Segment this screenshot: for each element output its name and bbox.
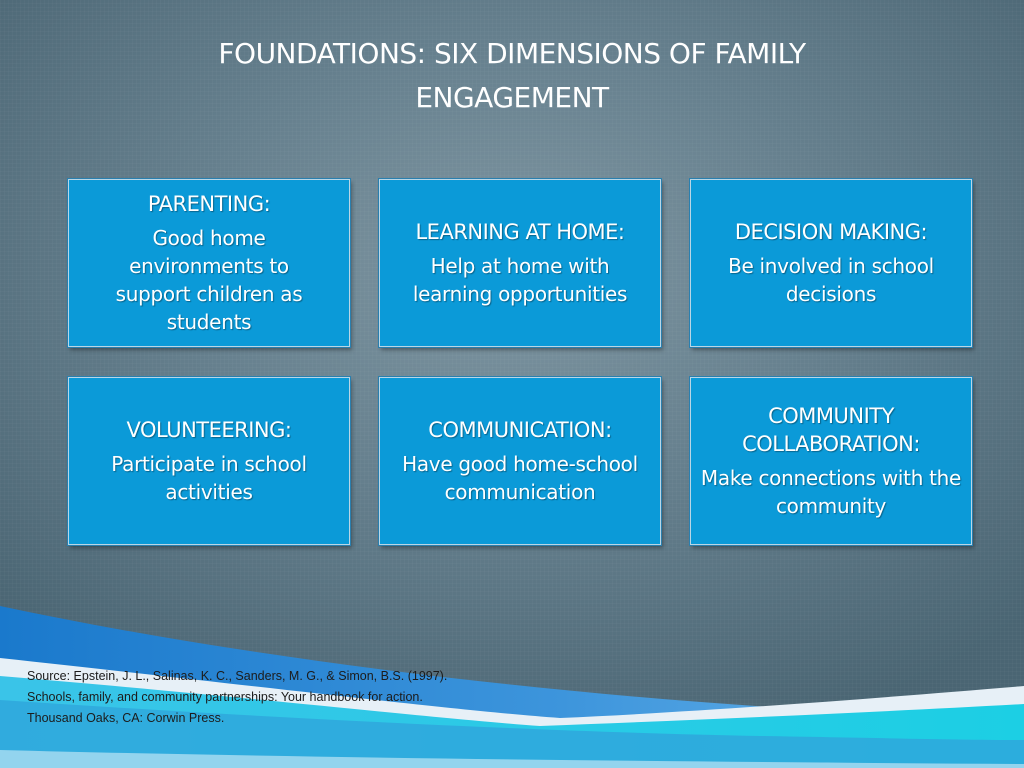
citation-line: Source: Epstein, J. L., Salinas, K. C., Sanders, M. G., & Simon, B.S. (1997). [27,669,448,683]
card-community-collaboration [690,377,972,545]
card-heading: VOLUNTEERING: [126,418,292,442]
card-heading: DECISION MAKING: [734,220,928,244]
card-heading: COMMUNICATION: [428,418,612,442]
card-body: Good home environments to support children as students [115,226,303,334]
card-body: Make connections with the community [700,466,962,518]
card-body: Participate in school activities [111,452,307,504]
slide-title: FOUNDATIONS: SIX DIMENSIONS OF FAMILY ENGAGEMENT [218,37,806,114]
card-heading: LEARNING AT HOME: [415,220,625,244]
card-heading: PARENTING: [147,192,271,216]
card-communication [379,377,661,545]
card-body: Help at home with learning opportunities [412,254,628,306]
card-parenting [68,179,350,347]
source-citation [27,666,547,729]
citation-line: Thousand Oaks, CA: Corwin Press. [27,711,225,725]
card-decision-making [690,179,972,347]
card-learning-at-home [379,179,661,347]
card-body: Have good home-school communication [402,452,638,504]
card-volunteering [68,377,350,545]
citation-line: Schools, family, and community partnerships: Your handbook for action. [27,690,423,704]
card-heading: COMMUNITY COLLABORATION: [742,404,920,456]
card-body: Be involved in school decisions [728,254,934,306]
